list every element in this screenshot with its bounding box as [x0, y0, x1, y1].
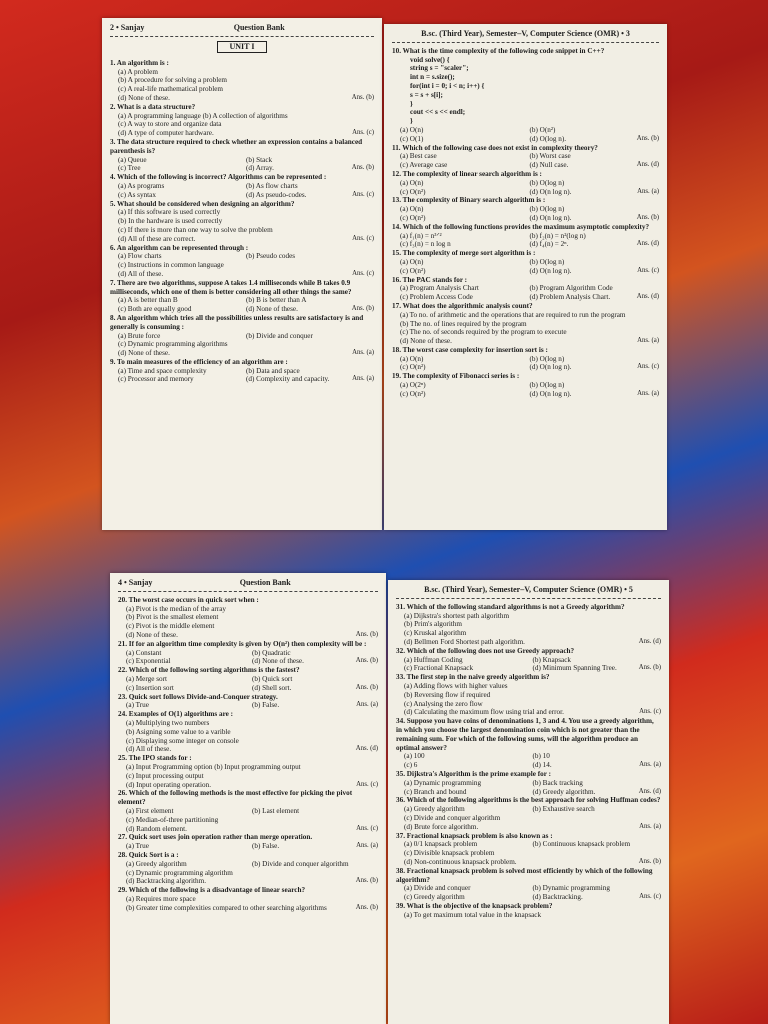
text-line: (b) Knapsack	[532, 655, 572, 664]
answer-label: Ans. (b)	[638, 664, 661, 672]
text-line: cout << s << endl;	[410, 108, 466, 117]
text-line: (c) Kruskal algorithm	[404, 629, 467, 638]
text-line: (b) Data and space	[246, 366, 300, 375]
text-line: (b) Reversing flow if required	[404, 690, 491, 699]
text-line: (a) A programming language	[118, 111, 201, 120]
question-list	[396, 603, 661, 920]
text-line: (d) None of these.	[118, 93, 170, 102]
answer-label: Ans. (a)	[637, 187, 659, 195]
question-text: 9. To main measures of the efficiency of an algorithm are :	[110, 357, 288, 366]
text-line: (d) None of these.	[252, 657, 304, 666]
text-line: (a) Adding flows with higher values	[404, 681, 508, 690]
text-line: (a) Greedy algorithm	[126, 859, 187, 868]
question-text: 13. The complexity of Binary search algorithm is :	[392, 196, 546, 205]
text-line: (b) Back tracking	[532, 778, 583, 787]
question-text: 38. Fractional knapsack problem is solved most efficiently by which of the following algorithm?	[396, 866, 653, 884]
page-4	[110, 573, 386, 1024]
text-line: (b) Asigning some value to a varible	[126, 727, 231, 736]
text-line: (b) Divide and conquer	[246, 331, 313, 340]
question-text: 36. Which of the following algorithms is the best approach for solving Huffman codes?	[396, 796, 661, 805]
text-line: (b) Worst case	[529, 152, 571, 161]
question-text: 32. Which of the following does not use Greedy approach?	[396, 646, 575, 655]
text-line: (d) O(log n).	[529, 134, 567, 143]
text-line: (a) Dijkstra's shortest path algorithm	[404, 611, 510, 620]
text-line: (d) Complexity and capacity.	[246, 375, 330, 384]
text-line: (c) Both are equally good	[118, 305, 192, 314]
page-header	[396, 586, 661, 599]
text-line: (a) A is better than B	[118, 296, 178, 305]
question-text: 14. Which of the following functions provides the maximum asymptotic complexity?	[392, 222, 650, 231]
text-line: (c) Problem Access Code	[400, 293, 473, 302]
question-text: 28. Quick Sort is a :	[118, 850, 179, 859]
question-text: 15. The complexity of merge sort algorithm is :	[392, 249, 536, 258]
text-line: (a) As programs	[118, 181, 165, 190]
question-text: 18. The worst case complexity for insertion sort is :	[392, 345, 548, 354]
text-line: (a) Greedy algorithm	[404, 805, 465, 814]
text-line: (c) O(n²)	[400, 266, 426, 275]
question-text: 12. The complexity of linear search algorithm is :	[392, 169, 542, 178]
question-text: 20. The worst case occurs in quick sort when :	[118, 595, 259, 604]
text-line: 4 • Sanjay	[118, 578, 153, 587]
answer-label: Ans. (b)	[351, 93, 374, 101]
text-line: (a) Divide and conquer	[404, 884, 471, 893]
text-line: (b) In the hardware is used correctly	[118, 217, 223, 226]
text-line: void solve() {	[410, 55, 450, 64]
text-line: (c) O(n²)	[400, 389, 426, 398]
text-line: (b) Program Algorithm Code	[529, 284, 613, 293]
question-text: 33. The first step in the naive greedy algorithm is?	[396, 673, 550, 682]
text-line: (b) O(log n)	[529, 257, 565, 266]
question-text: 21. If for an algorithm time complexity is given by O(n²) then complexity will be :	[118, 639, 367, 648]
text-line: (d) Backtracking algorithm.	[126, 877, 207, 886]
text-line: (b) O(n²)	[529, 125, 556, 134]
text-line: 2 • Sanjay	[110, 23, 145, 32]
text-line: (a) O(n)	[400, 257, 424, 266]
answer-label: Ans. (c)	[352, 234, 374, 242]
answer-label: Ans. (c)	[352, 190, 374, 198]
text-line: (d) Calculating the maximum flow using trial and error.	[404, 708, 564, 717]
text-line: (d) Null case.	[529, 161, 569, 170]
text-line: (c) A way to store and organize data	[118, 120, 222, 129]
question-text: 35. Dijkstra's Algorithm is the prime example for :	[396, 769, 551, 778]
question-text: 25. The IPO stands for :	[118, 754, 192, 763]
answer-label: Ans. (c)	[639, 708, 661, 716]
text-line: (b) A collection of algorithms	[202, 111, 288, 120]
text-line: (c) If there is more than one way to solve the problem	[118, 225, 273, 234]
answer-label: Ans. (c)	[637, 363, 659, 371]
text-line: B.sc. (Third Year), Semester–V, Computer Science (OMR) • 5	[424, 585, 633, 594]
text-line: (d) None of these.	[118, 349, 170, 358]
text-line: (d) All of these.	[118, 269, 164, 278]
text-line: (d) Array.	[246, 164, 274, 173]
text-line: (c) The no. of seconds required by the program to execute	[400, 328, 567, 337]
text-line: (a) Multiplying two numbers	[126, 718, 210, 727]
text-line: Question Bank	[233, 23, 285, 32]
page-2	[102, 18, 382, 530]
text-line: (b) Divide and conquer algorithm	[252, 859, 349, 868]
answer-label: Ans. (d)	[355, 745, 378, 753]
text-line: (d) Input operating operation.	[126, 780, 212, 789]
text-line: (c) Fractional Knapsack	[404, 664, 474, 673]
text-line: (b) Exhaustive search	[532, 805, 595, 814]
text-line: (d) O(n log n).	[529, 266, 572, 275]
text-line: (b) Dynamic programming	[532, 884, 610, 893]
text-line: (d) All of these.	[126, 745, 172, 754]
text-line: (c) Displaying some integer on console	[126, 736, 239, 745]
text-line: (d) 14.	[532, 761, 552, 770]
text-line: (d) Bellmen Ford Shortest path algorithm.	[404, 637, 525, 646]
text-line: (a) O(2ⁿ)	[400, 381, 426, 390]
text-line: (c) Instructions in common language	[118, 261, 224, 270]
answer-label: Ans. (b)	[355, 657, 378, 665]
answer-label: Ans. (b)	[636, 134, 659, 142]
text-line: (b) A procedure for solving a problem	[118, 76, 227, 85]
question-text: 1. An algorithm is :	[110, 58, 169, 67]
text-line: (b) Stack	[246, 155, 273, 164]
text-line: (c) Average case	[400, 161, 448, 170]
text-line: (c) 6	[404, 761, 418, 770]
answer-label: Ans. (b)	[636, 213, 659, 221]
text-line: (a) Time and space complexity	[118, 366, 207, 375]
text-line: (d) None of these.	[400, 337, 452, 346]
text-line: (b) As flow charts	[246, 181, 298, 190]
answer-label: Ans. (a)	[637, 389, 659, 397]
text-line: (d) None of these.	[126, 630, 178, 639]
text-line: (c) Pivot is the middle element	[126, 622, 215, 631]
question-text: 37. Fractional knapsack problem is also known as :	[396, 831, 553, 840]
answer-label: Ans. (b)	[355, 683, 378, 691]
question-text: 29. Which of the following is a disadvantage of linear search?	[118, 886, 306, 895]
page-5	[388, 580, 669, 1024]
text-line: (a) Constant	[126, 648, 162, 657]
text-line: (b) Pivot is the smallest element	[126, 613, 219, 622]
question-list	[392, 47, 659, 399]
text-line: (d) O(n log n).	[529, 213, 572, 222]
answer-label: Ans. (b)	[351, 305, 374, 313]
text-line: (a) 100	[404, 752, 425, 761]
text-line: (a) Queue	[118, 155, 147, 164]
text-line: (c) Divide and conquer algorithm	[404, 813, 501, 822]
question-text: 17. What does the algorithmic analysis count?	[392, 301, 533, 310]
text-line: (b) Quadratic	[252, 648, 291, 657]
text-line: (a) Merge sort	[126, 674, 167, 683]
question-text: 19. The complexity of Fibonacci series is :	[392, 372, 520, 381]
text-line: (c) O(1)	[400, 134, 424, 143]
text-line: (a) A problem	[118, 67, 158, 76]
text-line: (a) Input Programming option	[126, 762, 213, 771]
text-line: (c) As syntax	[118, 190, 156, 199]
text-line: (b) False.	[252, 701, 280, 710]
text-line: (a) To get maximum total value in the knapsack	[404, 910, 542, 919]
text-line: (c) Branch and bound	[404, 787, 467, 796]
text-line: (b) Greater time complexities compared to other searching algorithms	[126, 903, 327, 912]
text-line: (a) O(n)	[400, 125, 424, 134]
answer-label: Ans. (a)	[637, 337, 659, 345]
text-line: (d) None of these.	[246, 305, 298, 314]
answer-label: Ans. (d)	[636, 240, 659, 248]
text-line: (d) As pseudo-codes.	[246, 190, 307, 199]
answer-label: Ans. (c)	[637, 266, 659, 274]
text-line: (a) Requires more space	[126, 894, 196, 903]
answer-label: Ans. (b)	[355, 903, 378, 911]
text-line: (d) A type of computer hardware.	[118, 129, 214, 138]
text-line: (c) Divisible knapsack problem	[404, 849, 495, 858]
text-line: (d) Shell sort.	[252, 683, 292, 692]
answer-label: Ans. (d)	[636, 161, 659, 169]
text-line: (a) True	[126, 842, 149, 851]
text-line: for(int i = 0; i < n; i++) {	[410, 81, 485, 90]
question-text: 8. An algorithm which tries all the possibilities unless results are satisfactory is and generally is consuming :	[110, 313, 364, 331]
question-text: 6. An algorithm can be represented through :	[110, 243, 249, 252]
question-text: 31. Which of the following standard algorithms is not a Greedy algorithm?	[396, 602, 625, 611]
question-list	[118, 596, 378, 913]
text-line: (a) If this software is used correctly	[118, 208, 221, 217]
text-line: (a) Pivot is the median of the array	[126, 604, 226, 613]
answer-label: Ans. (c)	[356, 780, 378, 788]
question-text: 4. Which of the following is incorrect? Algorithms can be represented :	[110, 173, 327, 182]
question-text: 22. Which of the following sorting algorithms is the fastest?	[118, 666, 300, 675]
text-line: (a) O(n)	[400, 178, 424, 187]
text-line: (a) Best case	[400, 152, 437, 161]
text-line: (a) O(n)	[400, 205, 424, 214]
text-line: (b) Last element	[252, 806, 300, 815]
text-line: string s = "scaler";	[410, 64, 469, 73]
question-list	[110, 59, 374, 384]
text-line: (c) Input processing output	[126, 771, 204, 780]
text-line: int n = s.size();	[410, 73, 455, 82]
answer-label: Ans. (a)	[352, 375, 374, 383]
text-line: (d) O(n log n).	[529, 187, 572, 196]
text-line: (c) f₃(n) = n log n	[400, 240, 451, 249]
question-text: 23. Quick sort follows Divide-and-Conquer strategy.	[118, 692, 278, 701]
text-line: (d) f₄(n) = 2ⁿ.	[529, 240, 569, 249]
text-line: (b) f₂(n) = n²(log n)	[529, 231, 586, 240]
text-line: (c) Median-of-three partitioning	[126, 815, 219, 824]
text-line: (d) Minimum Spanning Tree.	[532, 664, 617, 673]
question-text: 7. There are two algorithms, suppose A takes 1.4 milliseconds while B takes 0.9 milliseconds, which one of them is better considering all other things the same?	[110, 278, 352, 296]
text-line: (a) O(n)	[400, 354, 424, 363]
text-line: (b) 10	[532, 752, 550, 761]
text-line: (d) Backtracking.	[532, 893, 583, 902]
text-line: (a) Brute force	[118, 331, 161, 340]
text-line: (a) Program Analysis Chart	[400, 284, 479, 293]
text-line: (a) f₁(n) = n³ᐟ²	[400, 231, 442, 240]
text-line: (d) O(n log n).	[529, 389, 572, 398]
text-line: (c) Insertion sort	[126, 683, 174, 692]
text-line: (a) Huffman Coding	[404, 655, 463, 664]
answer-label: Ans. (a)	[356, 842, 378, 850]
answer-label: Ans. (a)	[639, 822, 661, 830]
page-3	[384, 24, 667, 530]
answer-label: Ans. (b)	[638, 857, 661, 865]
answer-label: Ans. (d)	[638, 787, 661, 795]
text-line: (c) Dynamic programming algorithms	[118, 340, 228, 349]
answer-label: Ans. (c)	[356, 824, 378, 832]
text-line: (c) O(n²)	[400, 213, 426, 222]
question-text: 27. Quick sort uses join operation rather than merge operation.	[118, 833, 313, 842]
answer-label: Ans. (c)	[639, 893, 661, 901]
answer-label: Ans. (c)	[352, 269, 374, 277]
text-line: (d) Brute force algorithm.	[404, 822, 479, 831]
text-line: (b) O(log n)	[529, 381, 565, 390]
text-line: (b) O(log n)	[529, 354, 565, 363]
text-line: (d) O(n log n).	[529, 363, 572, 372]
question-text: 16. The PAC stands for :	[392, 275, 468, 284]
question-text: 2. What is a data structure?	[110, 102, 196, 111]
page-header	[118, 579, 378, 592]
text-line: (d) Problem Analysis Chart.	[529, 293, 611, 302]
answer-label: Ans. (b)	[355, 630, 378, 638]
text-line: (b) O(log n)	[529, 178, 565, 187]
text-line: (c) O(n²)	[400, 187, 426, 196]
text-line: (d) Non-continuous knapsack problem.	[404, 857, 517, 866]
question-text: 24. Examples of O(1) algorithms are :	[118, 710, 234, 719]
text-line: (b) False.	[252, 842, 280, 851]
text-line: (c) O(n²)	[400, 363, 426, 372]
answer-label: Ans. (a)	[356, 701, 378, 709]
text-line: (b) Prim's algorithm	[404, 620, 462, 629]
text-line: (c) Exponential	[126, 657, 171, 666]
question-text: 11. Which of the following case does not exist in complexity theory?	[392, 143, 598, 152]
question-text: 39. What is the objective of the knapsack problem?	[396, 901, 553, 910]
text-line: }	[410, 99, 413, 108]
unit-title: UNIT I	[217, 41, 267, 53]
question-text: 3. The data structure required to check whether an expression contains a balanced parenthesis is?	[110, 137, 363, 155]
text-line: (a) To no. of arithmetic and the operations that are required to run the program	[400, 310, 626, 319]
question-text: 34. Suppose you have coins of denominations 1, 3 and 4. You use a greedy algorithm, in which you choose the largest denomination coin which is not greater than the remaining sum. For which of the following sums, will the algorithm produce an optimal answer?	[396, 717, 654, 752]
answer-label: Ans. (b)	[355, 877, 378, 885]
text-line: (d) Greedy algorithm.	[532, 787, 596, 796]
text-line: (b) Quick sort	[252, 674, 293, 683]
text-line: (b) Pseudo codes	[246, 252, 296, 261]
text-line: (d) Random element.	[126, 824, 187, 833]
text-line: (b) Continuous knapsack problem	[532, 840, 631, 849]
text-line: }	[410, 117, 413, 126]
answer-label: Ans. (c)	[352, 129, 374, 137]
text-line: (d) All of these are correct.	[118, 234, 196, 243]
text-line: (a) Dynamic programming	[404, 778, 482, 787]
text-line: Question Bank	[239, 578, 291, 587]
answer-label: Ans. (a)	[352, 349, 374, 357]
text-line: (a) 0/1 knapsack problem	[404, 840, 478, 849]
text-line: s = s + s[i];	[410, 90, 443, 99]
text-line: B.sc. (Third Year), Semester–V, Computer Science (OMR) • 3	[421, 29, 630, 38]
text-line: (b) O(log n)	[529, 205, 565, 214]
text-line: (a) First element	[126, 806, 174, 815]
text-line: (b) B is better than A	[246, 296, 307, 305]
page-header	[110, 24, 374, 37]
text-line: (b) Input programming output	[214, 762, 301, 771]
text-line: (c) Analysing the zero flow	[404, 699, 483, 708]
text-line: (c) Dynamic programming algorithm	[126, 868, 233, 877]
text-line: (b) The no. of lines required by the program	[400, 319, 527, 328]
answer-label: Ans. (d)	[638, 637, 661, 645]
question-text: 26. Which of the following methods is the most effective for picking the pivot element?	[118, 789, 353, 807]
text-line: (c) Tree	[118, 164, 141, 173]
question-text: 5. What should be considered when designing an algorithm?	[110, 199, 295, 208]
answer-label: Ans. (d)	[636, 293, 659, 301]
text-line: (a) Flow charts	[118, 252, 162, 261]
question-text: 10. What is the time complexity of the following code snippet in C++?	[392, 46, 605, 55]
text-line: (c) A real-life mathematical problem	[118, 85, 223, 94]
answer-label: Ans. (b)	[351, 164, 374, 172]
text-line: (c) Greedy algorithm	[404, 893, 465, 902]
answer-label: Ans. (a)	[639, 761, 661, 769]
page-header	[392, 30, 659, 43]
text-line: (c) Processor and memory	[118, 375, 194, 384]
text-line: (a) True	[126, 701, 149, 710]
